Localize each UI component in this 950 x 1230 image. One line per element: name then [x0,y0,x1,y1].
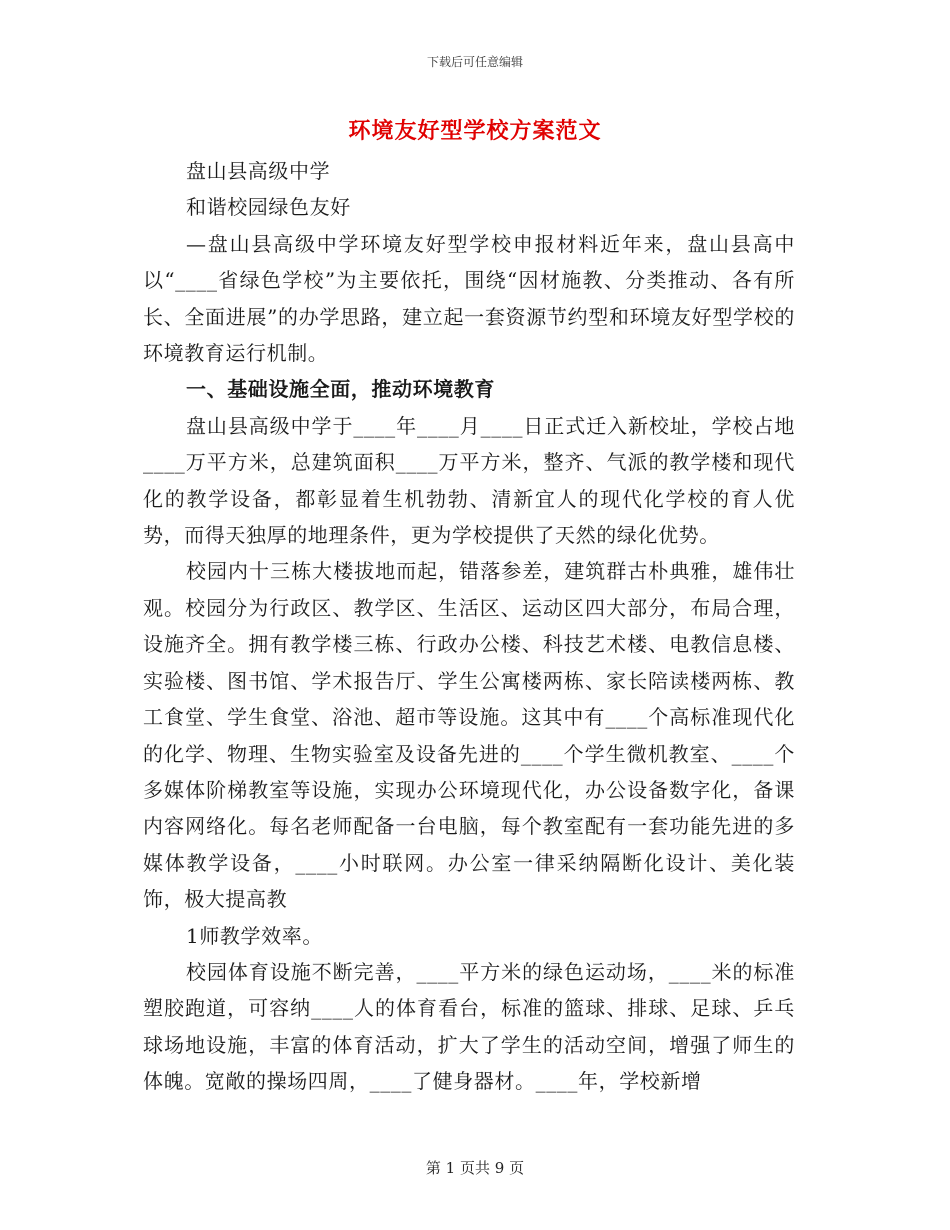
document-title: 环境友好型学校方案范文 [348,118,602,144]
paragraph-campus-overview: 盘山县高级中学于____年____月____日正式迁入新校址，学校占地____万平方米，总建筑面积____万平方米，整齐、气派的教学楼和现代化的教学设备，都彰显着生机勃勃、清新宜人的现代化学校的育人优势，而得天独厚的地理条件，更为学校提供了天然的绿化优势。 [143,413,795,548]
page-number: 第 1 页共 9 页 [425,1159,525,1177]
section-heading-1: 一、基础设施全面，推动环境教育 [186,377,495,402]
document-body [143,153,795,1100]
page-header-note: 下载后可任意编辑 [426,55,523,69]
paragraph-subtitle: 和谐校园绿色友好 [186,195,351,220]
paragraph-intro: —盘山县高级中学环境友好型学校申报材料近年来，盘山县高中以“____省绿色学校”为主要依托，围绕“因材施教、分类推动、各有所长、全面进展”的办学思路，建立起一套资源节约型和环境友好型学校的环境教育运行机制。 [143,231,795,366]
paragraph-buildings: 校园内十三栋大楼拔地而起，错落参差，建筑群古朴典雅，雄伟壮观。校园分为行政区、教学区、生活区、运动区四大部分，布局合理，设施齐全。拥有教学楼三栋、行政办公楼、科技艺术楼、电教信息楼、实验楼、图书馆、学术报告厅、学生公寓楼两栋、家长陪读楼两栋、教工食堂、学生食堂、浴池、超市等设施。这其中有____个高标准现代化的化学、物理、生物实验室及设备先进的____个学生微机教室、____个多媒体阶梯教室等设施，实现办公环境现代化，办公设备数字化，备课内容网络化。每名老师配备一台电脑，每个教室配有一套功能先进的多媒体教学设备，____小时联网。办公室一律采纳隔断化设计、美化装饰，极大提高教 [143,559,795,912]
paragraph-teaching-efficiency: 1师教学效率。 [186,923,323,948]
paragraph-school-name: 盘山县高级中学 [186,159,331,183]
paragraph-sports-facilities: 校园体育设施不断完善，____平方米的绿色运动场，____米的标准塑胶跑道，可容纳____人的体育看台，标准的篮球、排球、足球、乒乓球场地设施，丰富的体育活动，扩大了学生的活动空间，增强了师生的体魄。宽敞的操场四周，____了健身器材。____年，学校新增 [143,959,795,1094]
